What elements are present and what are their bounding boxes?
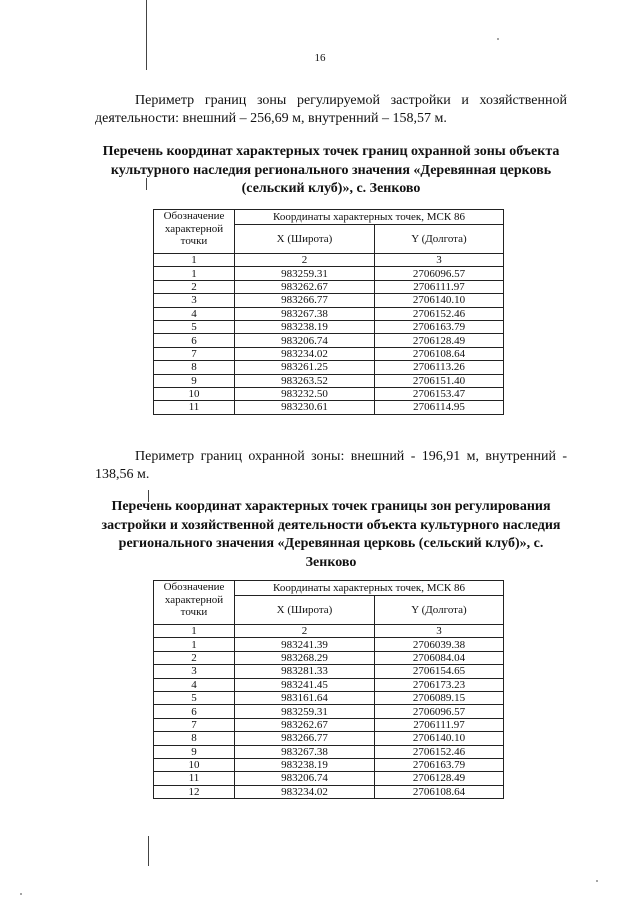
heading-protection-zone: Перечень координат характерных точек границ охранной зоны объекта культурного наследия регионального значения «Деревянная церковь (сельский клуб)», с. Зенково <box>102 144 560 196</box>
x-coordinate-cell: 983267.38 <box>235 307 375 320</box>
point-number-cell: 9 <box>154 374 235 387</box>
header-x: X (Широта) <box>235 596 375 625</box>
x-coordinate-cell: 983281.33 <box>235 665 375 678</box>
scan-artifact-dot <box>497 38 499 40</box>
point-number-cell: 5 <box>154 691 235 704</box>
x-coordinate-cell: 983206.74 <box>235 772 375 785</box>
heading-regulation-zone: Перечень координат характерных точек границы зон регулирования застройки и хозяйственной деятельности объекта культурного наследия регионального значения «Деревянная церковь (сельский клуб)», с. Зенково <box>101 499 561 570</box>
index-cell: 3 <box>375 625 504 638</box>
table-row <box>154 772 504 785</box>
x-coordinate-cell: 983267.38 <box>235 745 375 758</box>
x-coordinate-cell: 983259.31 <box>235 267 375 280</box>
table-row <box>154 374 504 387</box>
table-row <box>154 267 504 280</box>
y-coordinate-cell: 2706114.95 <box>375 401 504 414</box>
point-number-cell: 6 <box>154 334 235 347</box>
x-coordinate-cell: 983268.29 <box>235 651 375 664</box>
point-number-cell: 3 <box>154 294 235 307</box>
point-number-cell: 1 <box>154 267 235 280</box>
y-coordinate-cell: 2706111.97 <box>375 718 504 731</box>
x-coordinate-cell: 983238.19 <box>235 320 375 333</box>
table-row <box>154 705 504 718</box>
table-row <box>154 691 504 704</box>
y-coordinate-cell: 2706128.49 <box>375 334 504 347</box>
coordinates-table-protection-zone <box>153 209 504 415</box>
x-coordinate-cell: 983263.52 <box>235 374 375 387</box>
table-row <box>154 294 504 307</box>
point-number-cell: 10 <box>154 758 235 771</box>
header-coordinates: Координаты характерных точек, МСК 86 <box>235 210 504 225</box>
table-row <box>154 651 504 664</box>
scan-artifact-dot <box>596 880 598 882</box>
y-coordinate-cell: 2706084.04 <box>375 651 504 664</box>
point-number-cell: 7 <box>154 718 235 731</box>
y-coordinate-cell: 2706039.38 <box>375 638 504 651</box>
y-coordinate-cell: 2706089.15 <box>375 691 504 704</box>
y-coordinate-cell: 2706163.79 <box>375 758 504 771</box>
y-coordinate-cell: 2706111.97 <box>375 280 504 293</box>
point-number-cell: 11 <box>154 401 235 414</box>
header-y: Y (Долгота) <box>375 596 504 625</box>
x-coordinate-cell: 983262.67 <box>235 280 375 293</box>
table-row <box>154 758 504 771</box>
header-y: Y (Долгота) <box>375 225 504 254</box>
coordinates-table-regulation-zone <box>153 580 504 799</box>
x-coordinate-cell: 983238.19 <box>235 758 375 771</box>
table-row <box>154 732 504 745</box>
page-number: 16 <box>314 52 326 64</box>
table-row <box>154 280 504 293</box>
table-row <box>154 638 504 651</box>
point-number-cell: 2 <box>154 651 235 664</box>
point-number-cell: 11 <box>154 772 235 785</box>
table-row <box>154 665 504 678</box>
point-number-cell: 9 <box>154 745 235 758</box>
point-number-cell: 6 <box>154 705 235 718</box>
point-number-cell: 8 <box>154 361 235 374</box>
x-coordinate-cell: 983266.77 <box>235 294 375 307</box>
y-coordinate-cell: 2706108.64 <box>375 785 504 798</box>
header-point-designation: Обозначение характерной точки <box>154 581 235 625</box>
point-number-cell: 12 <box>154 785 235 798</box>
scan-artifact-dot <box>20 893 22 895</box>
table-row <box>154 361 504 374</box>
y-coordinate-cell: 2706140.10 <box>375 732 504 745</box>
point-number-cell: 2 <box>154 280 235 293</box>
y-coordinate-cell: 2706153.47 <box>375 387 504 400</box>
x-coordinate-cell: 983234.02 <box>235 347 375 360</box>
y-coordinate-cell: 2706173.23 <box>375 678 504 691</box>
paragraph-text: Периметр границ зоны регулируемой застройки и хозяйственной деятельности: внешний – 256,69 м, внутренний – 158,57 м. <box>95 93 567 126</box>
header-coordinates: Координаты характерных точек, МСК 86 <box>235 581 504 596</box>
point-number-cell: 7 <box>154 347 235 360</box>
table-row <box>154 347 504 360</box>
scan-artifact-line <box>148 836 149 866</box>
table-index-row <box>154 254 504 267</box>
y-coordinate-cell: 2706128.49 <box>375 772 504 785</box>
y-coordinate-cell: 2706151.40 <box>375 374 504 387</box>
index-cell: 2 <box>235 254 375 267</box>
x-coordinate-cell: 983161.64 <box>235 691 375 704</box>
y-coordinate-cell: 2706140.10 <box>375 294 504 307</box>
table-row <box>154 718 504 731</box>
point-number-cell: 8 <box>154 732 235 745</box>
point-number-cell: 3 <box>154 665 235 678</box>
y-coordinate-cell: 2706163.79 <box>375 320 504 333</box>
x-coordinate-cell: 983241.45 <box>235 678 375 691</box>
x-coordinate-cell: 983232.50 <box>235 387 375 400</box>
paragraph-perimeter-protection <box>95 448 567 484</box>
index-cell: 1 <box>154 254 235 267</box>
table-header-row <box>154 581 504 596</box>
table-row <box>154 678 504 691</box>
y-coordinate-cell: 2706113.26 <box>375 361 504 374</box>
point-number-cell: 4 <box>154 307 235 320</box>
y-coordinate-cell: 2706108.64 <box>375 347 504 360</box>
point-number-cell: 10 <box>154 387 235 400</box>
table-row <box>154 401 504 414</box>
table-index-row <box>154 625 504 638</box>
x-coordinate-cell: 983261.25 <box>235 361 375 374</box>
table-row <box>154 745 504 758</box>
y-coordinate-cell: 2706152.46 <box>375 307 504 320</box>
paragraph-text: Периметр границ охранной зоны: внешний - 196,91 м, внутренний - 138,56 м. <box>95 449 567 482</box>
x-coordinate-cell: 983259.31 <box>235 705 375 718</box>
index-cell: 1 <box>154 625 235 638</box>
x-coordinate-cell: 983266.77 <box>235 732 375 745</box>
y-coordinate-cell: 2706154.65 <box>375 665 504 678</box>
x-coordinate-cell: 983230.61 <box>235 401 375 414</box>
table-row <box>154 307 504 320</box>
x-coordinate-cell: 983206.74 <box>235 334 375 347</box>
table-header-row <box>154 210 504 225</box>
paragraph-perimeter-regulation <box>95 92 567 128</box>
index-cell: 3 <box>375 254 504 267</box>
x-coordinate-cell: 983262.67 <box>235 718 375 731</box>
table-row <box>154 387 504 400</box>
point-number-cell: 5 <box>154 320 235 333</box>
table-row <box>154 785 504 798</box>
index-cell: 2 <box>235 625 375 638</box>
point-number-cell: 4 <box>154 678 235 691</box>
y-coordinate-cell: 2706096.57 <box>375 705 504 718</box>
header-x: X (Широта) <box>235 225 375 254</box>
x-coordinate-cell: 983241.39 <box>235 638 375 651</box>
y-coordinate-cell: 2706096.57 <box>375 267 504 280</box>
table-row <box>154 320 504 333</box>
x-coordinate-cell: 983234.02 <box>235 785 375 798</box>
point-number-cell: 1 <box>154 638 235 651</box>
y-coordinate-cell: 2706152.46 <box>375 745 504 758</box>
header-point-designation: Обозначение характерной точки <box>154 210 235 254</box>
table-row <box>154 334 504 347</box>
